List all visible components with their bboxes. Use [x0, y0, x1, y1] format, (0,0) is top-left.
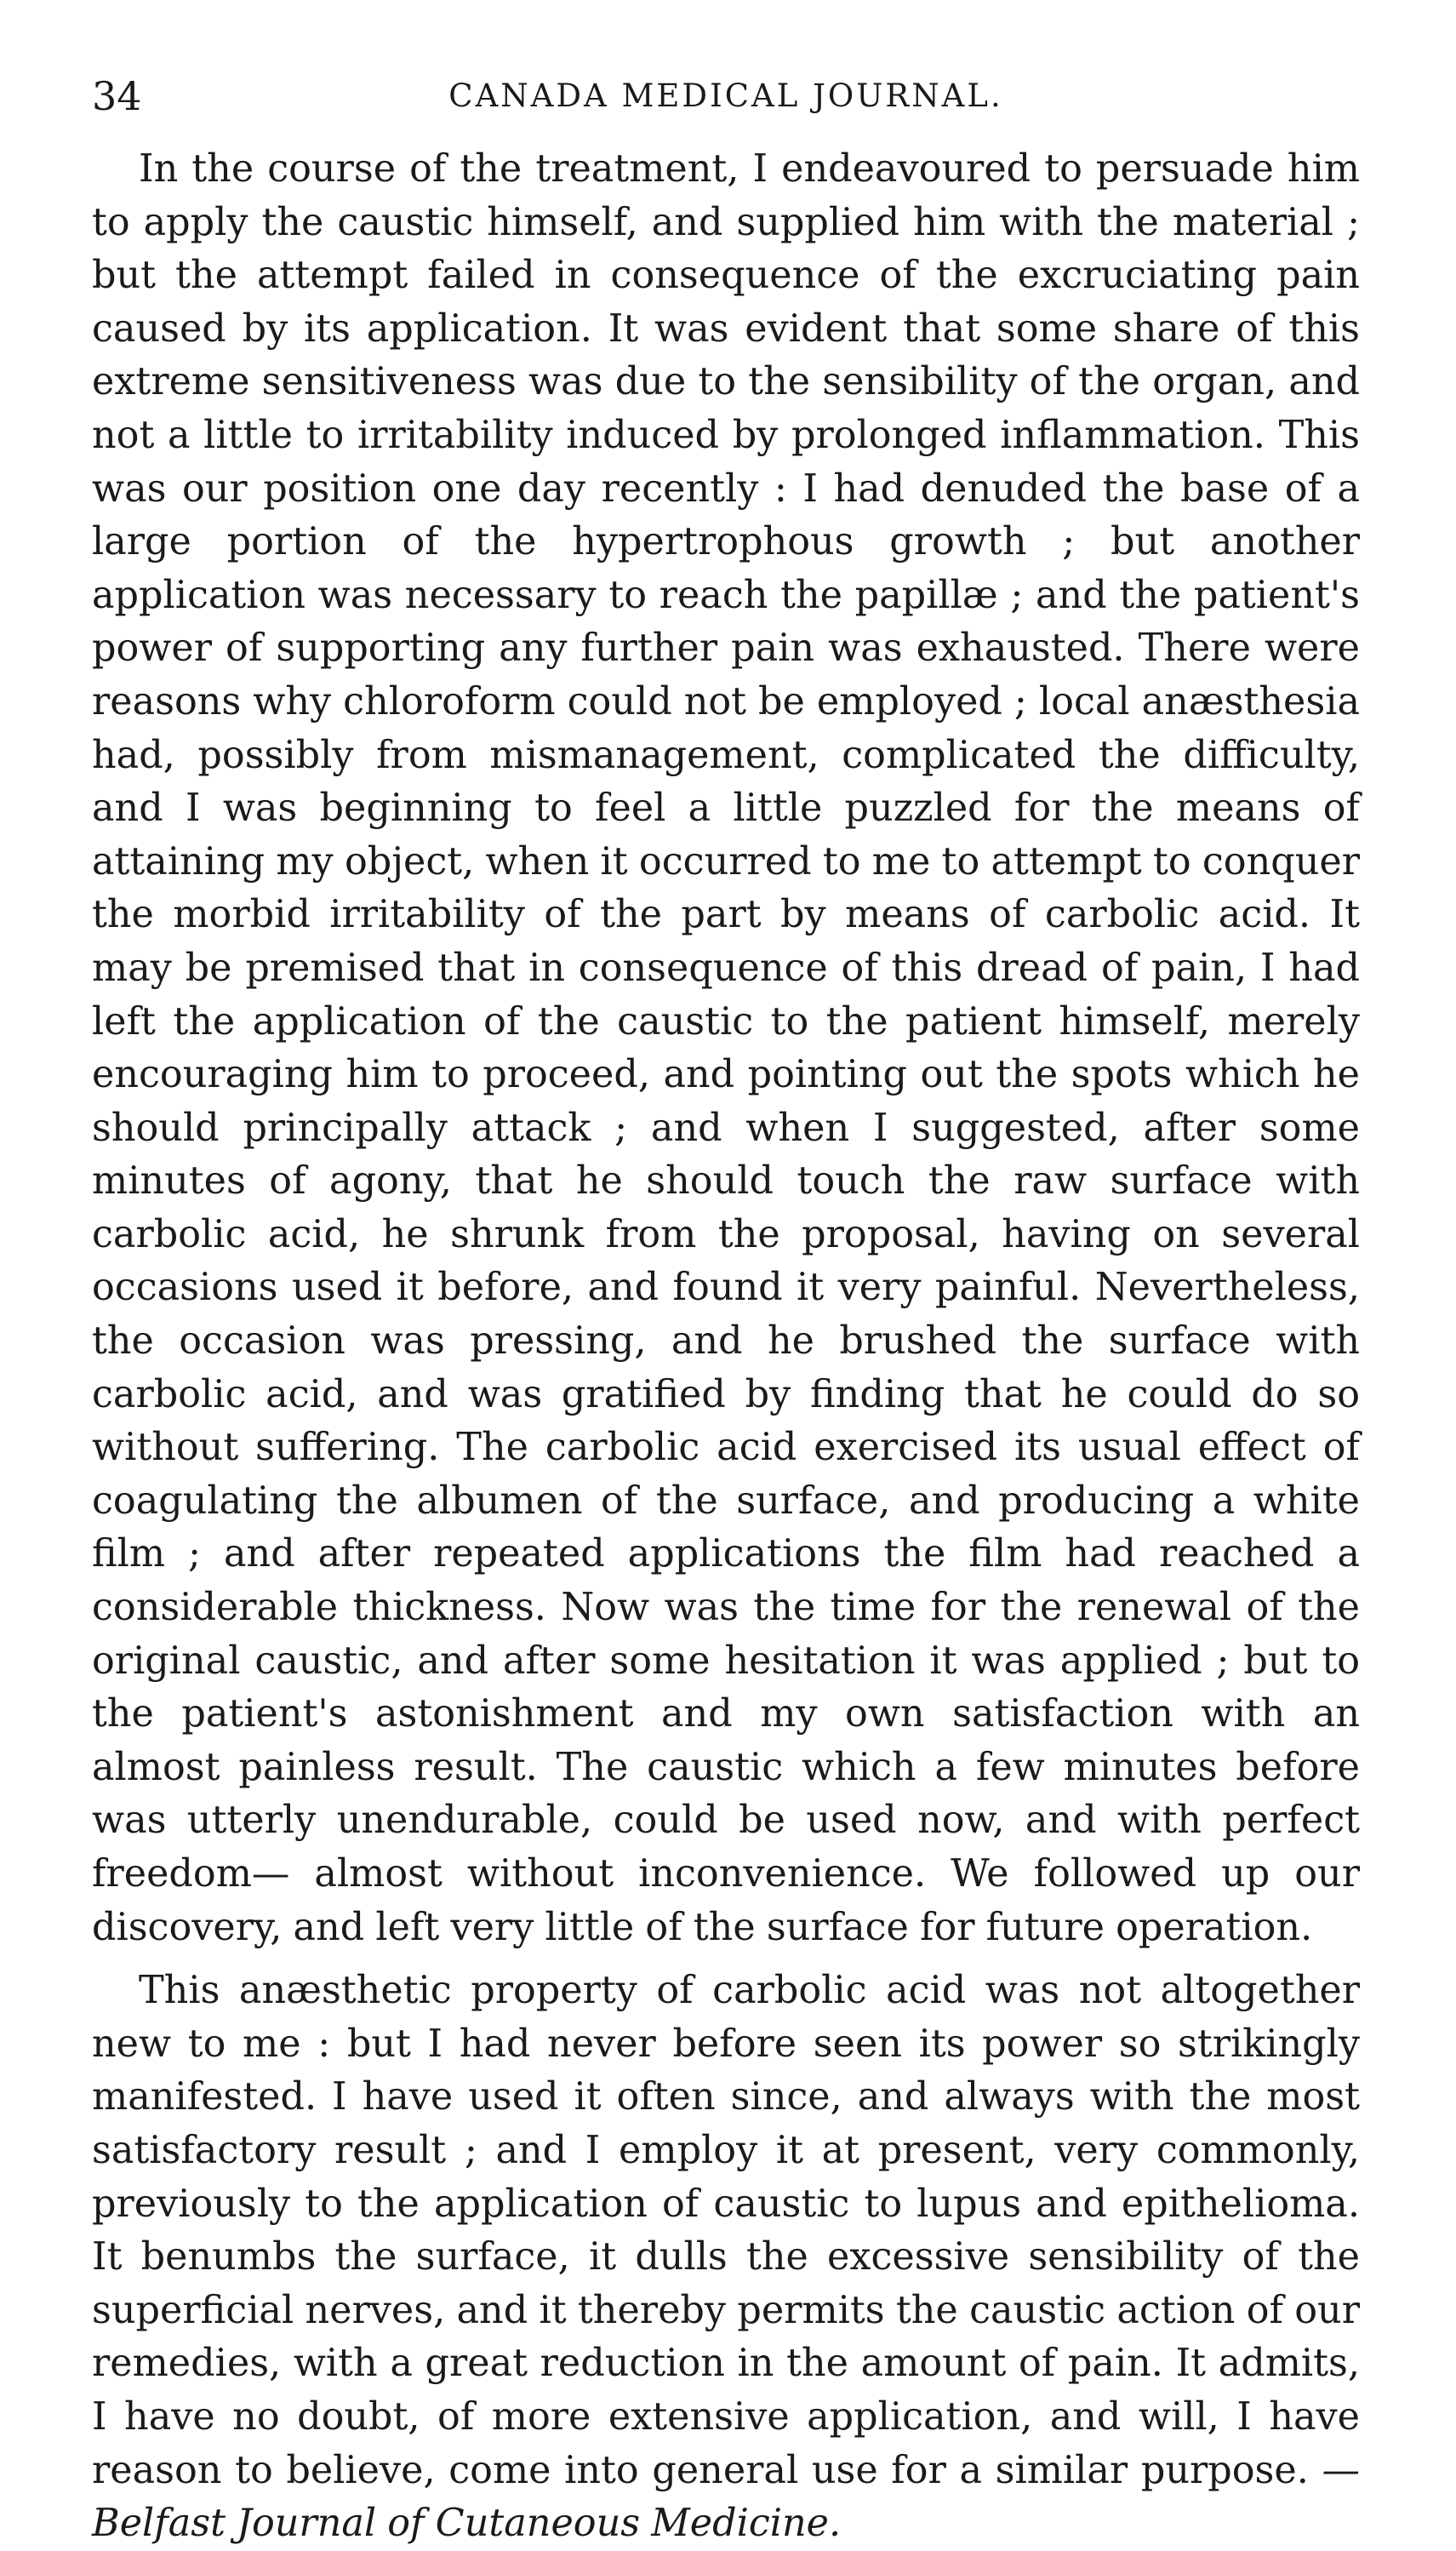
- page-number: 34: [92, 73, 142, 119]
- paragraph-anaesthetic-text: This anæsthetic property of carbolic acid was not altogether new to me : but I had never before seen its power so strikingly manifested. I have used it often since, and always with the most satisfactory result ; and I employ it at present, very commonly, previously to the application of caustic to lupus and epithelioma. It benumbs the surface, it dulls the excessive sensibility of the superficial nerves, and it thereby permits the caustic action of our remedies, with a great reduction in the amount of pain. It admits, I have no doubt, of more extensive application, and will, I have reason to believe, come into general use for a similar purpose.: [92, 1969, 1360, 2492]
- source-citation: —Belfast Journal of Cutaneous Medicine.: [92, 2448, 1360, 2546]
- paragraph-treatment: In the course of the treatment, I endeavoured to persuade him to apply the caustic himself, and supplied him with the material ; but the attempt failed in consequence of the excruciating pain caused by its application. It was evident that some share of this extreme sensitiveness was due to the sensibility of the organ, and not a little to irritability induced by prolonged inflammation. This was our position one day recently : I had denuded the base of a large portion of the hypertrophous growth ; but another application was necessary to reach the papillæ ; and the patient's power of supporting any further pain was exhausted. There were reasons why chloroform could not be employed ; local anæsthesia had, possibly from mismanagement, complicated the difficulty, and I was beginning to feel a little puzzled for the means of attaining my object, when it occurred to me to attempt to conquer the morbid irritability of the part by means of carbolic acid. It may be premised that in consequence of this dread of pain, I had left the application of the caustic to the patient himself, merely encouraging him to proceed, and pointing out the spots which he should principally attack ; and when I suggested, after some minutes of agony, that he should touch the raw surface with carbolic acid, he shrunk from the proposal, having on several occasions used it before, and found it very painful. Nevertheless, the occasion was pressing, and he brushed the surface with carbolic acid, and was gratified by finding that he could do so without suffering. The carbolic acid exercised its usual effect of coagulating the albumen of the surface, and producing a white film ; and after repeated applications the film had reached a considerable thickness. Now was the time for the renewal of the original caustic, and after some hesitation it was applied ; but to the patient's astonishment and my own satisfaction with an almost painless result. The caustic which a few minutes before was utterly unendurable, could be used now, and with perfect freedom— almost without inconvenience. We followed up our discovery, and left very little of the surface for future operation.: [92, 147, 1360, 1949]
- page-header: [92, 66, 1360, 126]
- article-body: [92, 143, 1360, 2551]
- running-title: CANADA MEDICAL JOURNAL.: [448, 77, 1003, 114]
- paragraph-anaesthetic-property: [92, 1965, 1360, 2551]
